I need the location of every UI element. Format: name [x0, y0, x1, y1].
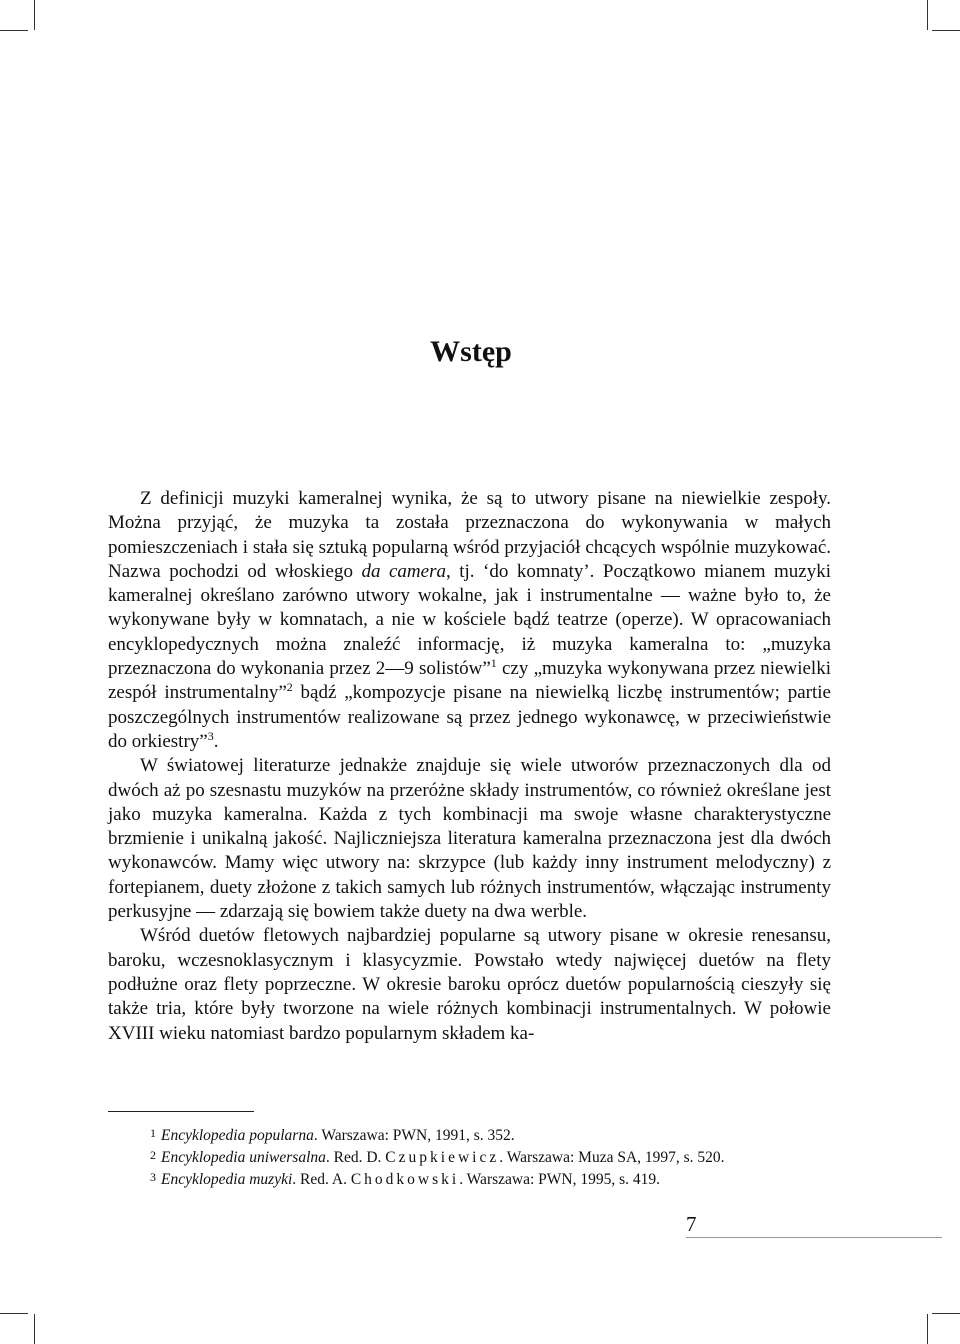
crop-mark: [932, 30, 960, 31]
crop-mark: [0, 1313, 28, 1314]
footnote-divider: [108, 1111, 254, 1112]
footnote-ref[interactable]: 3: [207, 728, 214, 743]
crop-mark: [932, 1313, 960, 1314]
footnotes: [108, 1125, 831, 1191]
paragraph: Z definicji muzyki kameralnej wynika, że są to utwory pisane na niewielkie zespoły. Można przyjąć, że muzyka ta została przeznaczona do wykonywania w małych pomieszczeniach i stała się sztuką popularną wśród przyjaciół chcących wspólnie muzykować. Nazwa pochodzi od włoskiego da camera, tj. ‘do komnaty’. Początkowo mianem muzyki kameralnej określano zarówno utwory wokalne, jak i instrumentalne — ważne było to, że wykonywane były w komnatach, a nie w kościele bądź teatrze (operze). W opracowaniach encyklopedycznych można znaleźć informację, iż muzyka kameralna to: „muzyka przeznaczona do wykonania przez 2—9 solistów”$^1$ czy „muzyka wykonywana przez niewielki zespół instrumentalny”$^2$ bądź „kompozycje pisane na niewielką liczbę instrumentów; partie poszczególnych instrumentów realizowane są przez jednego wykonawcę, w przeciwieństwie do orkiestry”$^3$.: [108, 488, 831, 752]
footnote-ref[interactable]: 2: [286, 680, 293, 695]
footnote-number: 3: [150, 1170, 156, 1184]
footnote-number: 2: [150, 1148, 156, 1162]
footnote-number: 1: [150, 1126, 156, 1140]
page-number: 7: [686, 1212, 697, 1236]
paragraph: Wśród duetów fletowych najbardziej popularne są utwory pisane w okresie renesansu, baroku, wczesnoklasycznym i klasycyzmie. Powstało wtedy najwięcej duetów na flety podłużne oraz flety poprzeczne. W okresie baroku oprócz duetów popularnością cieszyły się także tria, które były tworzone na wiele różnych kombinacji instrumentalnych. W połowie XVIII wieku natomiast bardzo popularnym składem ka-: [108, 925, 831, 1044]
page-title: Wstęp: [430, 335, 512, 368]
footnote: 1 Encyklopedia popularna. Warszawa: PWN, 1991, s. 352.: [108, 1125, 831, 1147]
footnote: 3 Encyklopedia muzyki. Red. A. Chodkowski. Warszawa: PWN, 1995, s. 419.: [108, 1169, 831, 1191]
page-number-rule: [686, 1237, 942, 1238]
crop-mark: [927, 0, 928, 30]
crop-mark: [927, 1314, 928, 1344]
crop-mark: [0, 30, 28, 31]
paragraph: W światowej literaturze jednakże znajduje się wiele utworów przeznaczonych dla od dwóch aż po szesnastu muzyków na przeróżne składy instrumentów, co również określane jest jako muzyka kameralna. Każda z tych kombinacji ma swoje własne charakterystyczne brzmienie i unikalną jakość. Najliczniejsza literatura kameralna przeznaczona jest dla dwóch wykonawców. Mamy więc utwory na: skrzypce (lub każdy inny instrument melodyczny) z fortepianem, duety złożone z takich samych lub różnych instrumentów, włączając instrumenty perkusyjne — zdarzają się bowiem także duety na dwa werble.: [108, 755, 831, 923]
crop-mark: [34, 1314, 35, 1344]
footnote-ref[interactable]: 1: [490, 656, 497, 671]
footnote: 2 Encyklopedia uniwersalna. Red. D. Czupkiewicz. Warszawa: Muza SA, 1997, s. 520.: [108, 1147, 831, 1169]
crop-mark: [34, 0, 35, 30]
body-text: [108, 487, 831, 1046]
